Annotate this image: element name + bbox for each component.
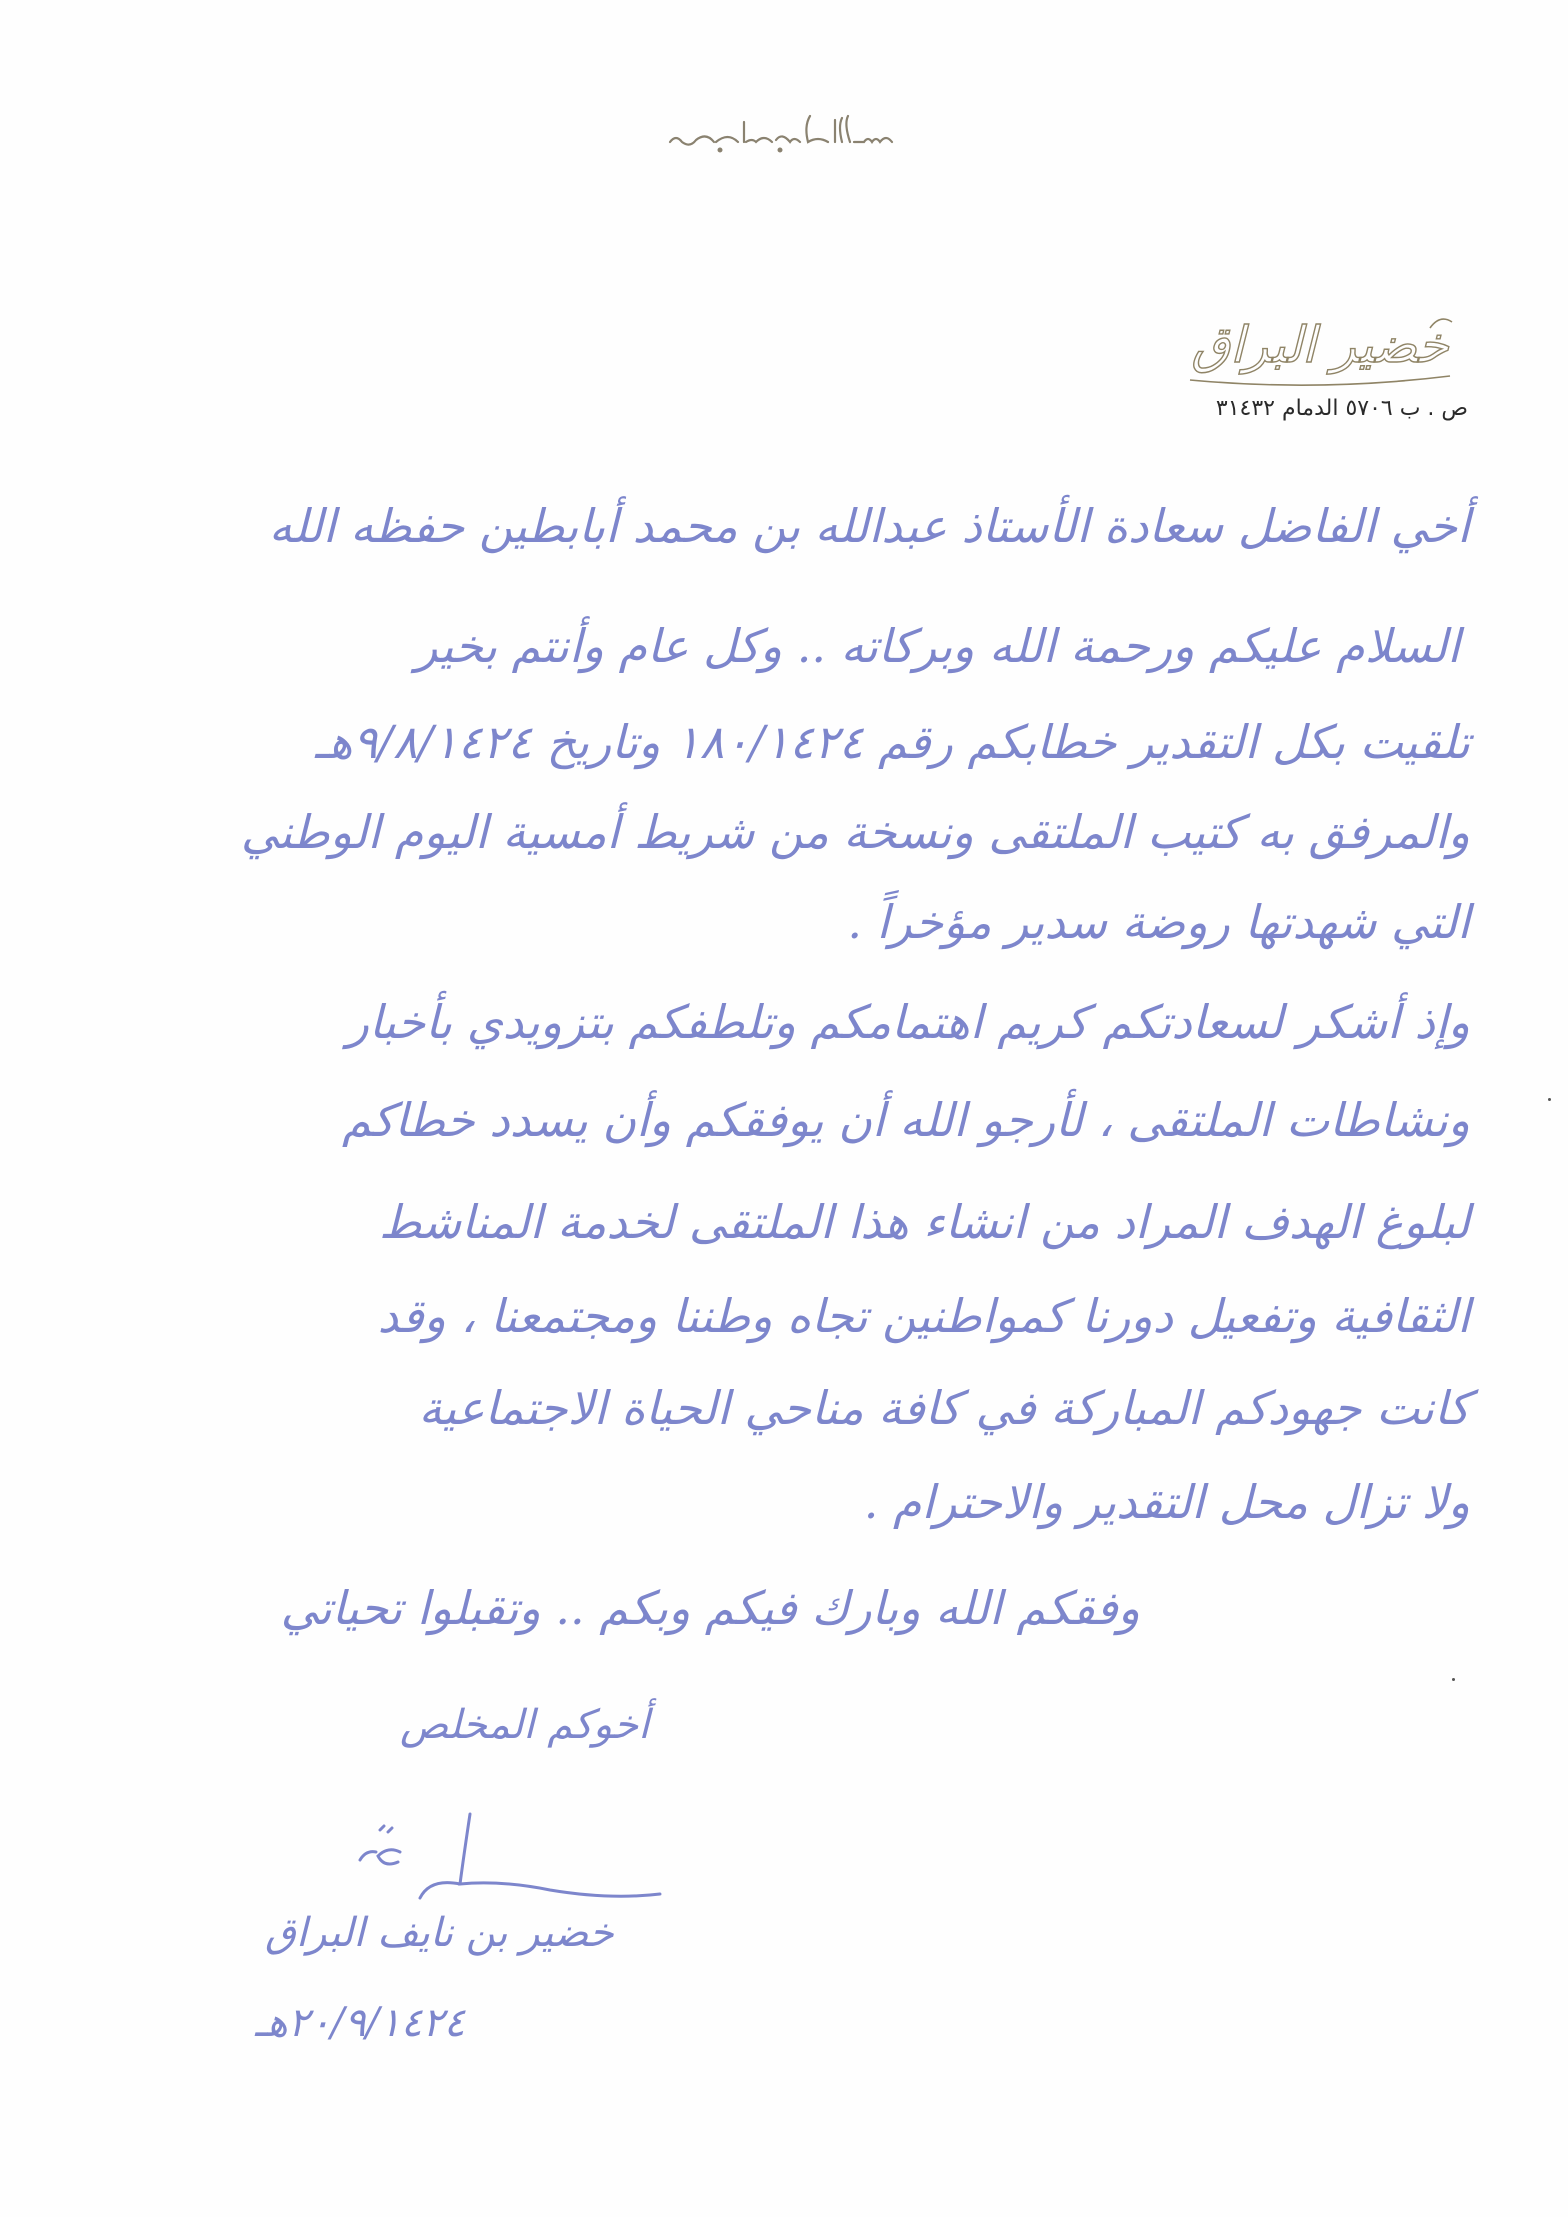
body-line-goal: لبلوغ الهدف المراد من انشاء هذا الملتقى لخدمة المناشط	[378, 1195, 1470, 1249]
greeting-line: السلام عليكم ورحمة الله وبركاته .. وكل عام وأنتم بخير	[415, 619, 1460, 673]
body-line-efforts: كانت جهودكم المباركة في كافة مناحي الحياة الاجتماعية	[418, 1381, 1470, 1435]
letterhead-address: ص . ب ٥٧٠٦ الدمام ٣١٤٣٢	[1215, 396, 1468, 421]
basmala-graphic	[660, 108, 900, 158]
scan-speck	[1548, 1098, 1551, 1101]
signer-name: خضير بن نايف البراق	[265, 1910, 614, 1956]
scan-speck	[1452, 1678, 1455, 1681]
body-line-wish: ونشاطات الملتقى ، لأرجو الله أن يوفقكم وأن يسدد خطاكم	[341, 1093, 1470, 1147]
salutation-line: أخي الفاضل سعادة الأستاذ عبدالله بن محمد أبابطين حفظه الله	[268, 499, 1470, 553]
letterhead-logo	[1170, 300, 1470, 400]
basmala-calligraphy	[660, 108, 900, 158]
body-line-attachment: والمرفق به كتيب الملتقى ونسخة من شريط أمسية اليوم الوطني	[240, 805, 1470, 859]
letterhead-name-text: خضير البراق	[1191, 316, 1449, 374]
closing-phrase: أخوكم المخلص	[400, 1702, 650, 1748]
closing-wishes-line: وفقكم الله وبارك فيكم وبكم .. وتقبلوا تحياتي	[280, 1581, 1140, 1635]
body-line-respect: ولا تزال محل التقدير والاحترام .	[863, 1475, 1470, 1529]
body-line-event: التي شهدتها روضة سدير مؤخراً .	[847, 895, 1470, 949]
letterhead-calligraphy	[1170, 300, 1470, 400]
body-line-receipt: تلقيت بكل التقدير خطابكم رقم ١٨٠/١٤٢٤ وتاريخ ٩/٨/١٤٢٤هـ	[314, 715, 1470, 769]
signature-date: ٢٠/٩/١٤٢٤هـ	[255, 2000, 466, 2046]
signature-graphic	[340, 1800, 740, 1910]
body-line-culture: الثقافية وتفعيل دورنا كمواطنين تجاه وطننا ومجتمعنا ، وقد	[377, 1289, 1470, 1343]
body-line-thanks: وإذ أشكر لسعادتكم كريم اهتمامكم وتلطفكم بتزويدي بأخبار	[346, 995, 1470, 1049]
handwritten-signature	[340, 1800, 740, 1910]
